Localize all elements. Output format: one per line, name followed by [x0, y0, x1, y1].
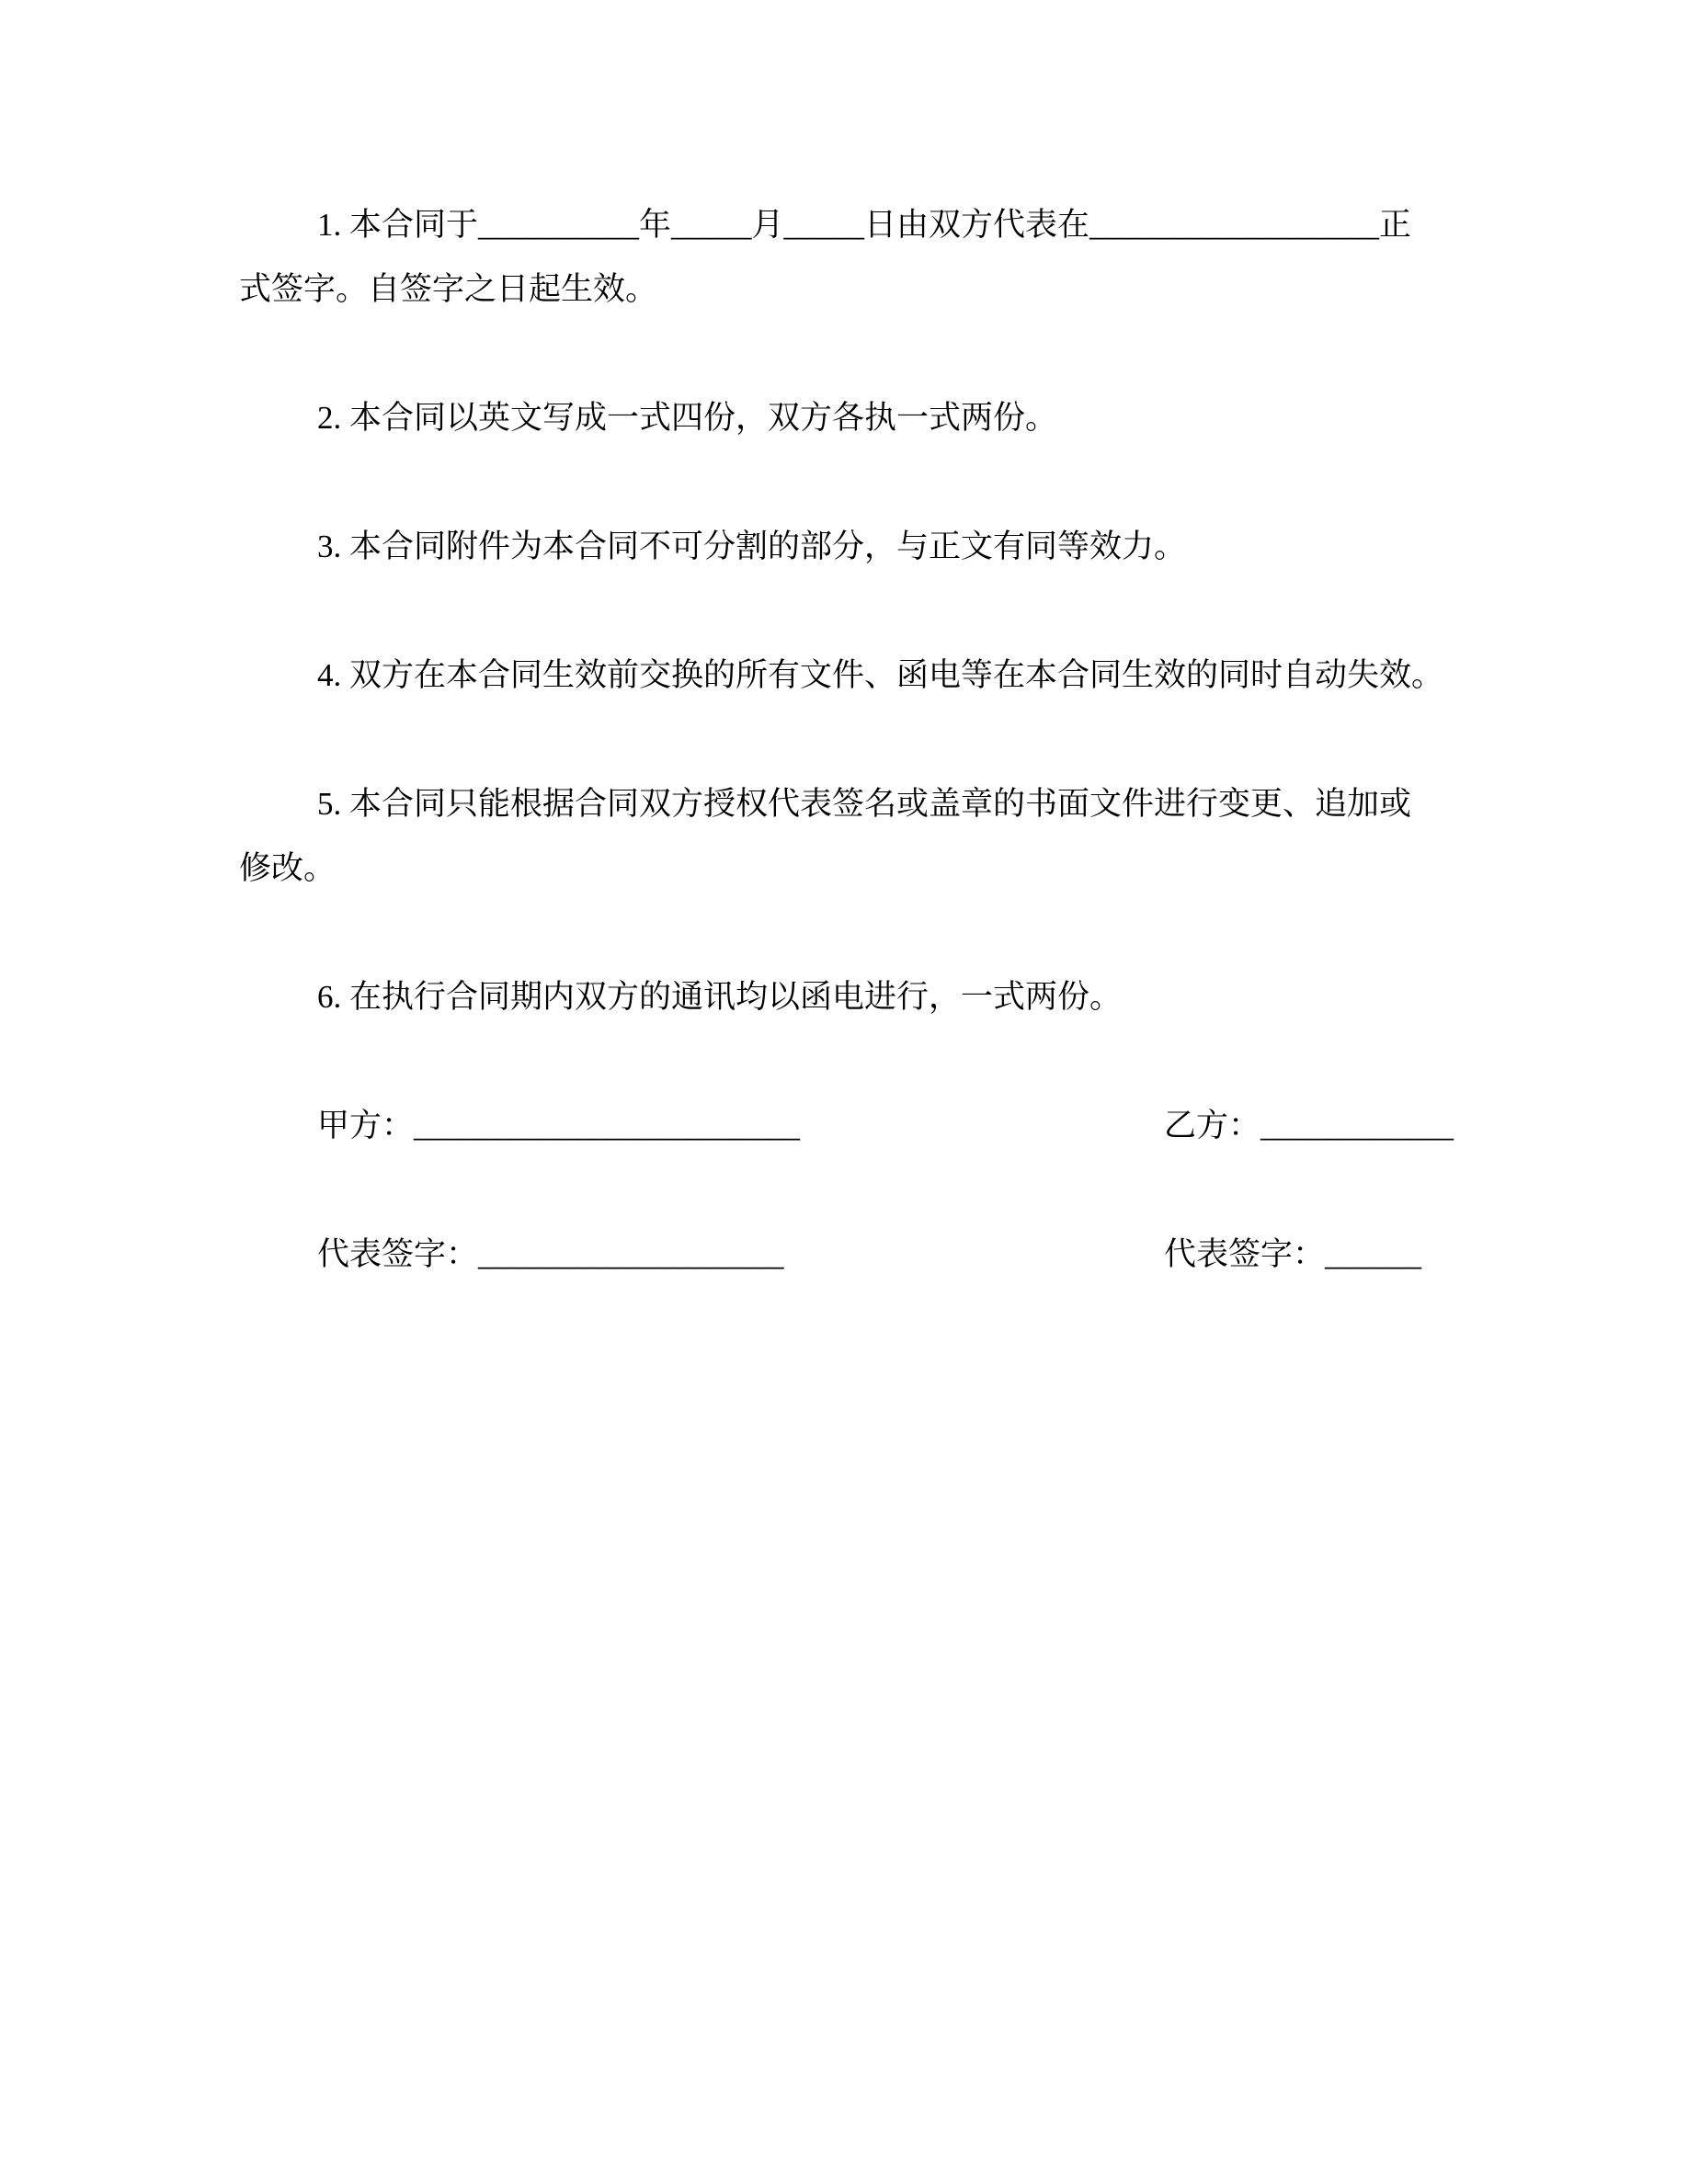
rep-b-blank: ______	[1325, 1236, 1422, 1272]
clause-3	[239, 515, 1453, 579]
party-a-field	[317, 1094, 800, 1158]
clause-4-line-1: 4. 双方在本合同生效前交换的所有文件、函电等在本合同生效的同时自动失效。	[317, 657, 1444, 693]
rep-a-label: 代表签字：	[317, 1236, 479, 1272]
party-b-field	[1164, 1094, 1454, 1158]
clause-6	[239, 965, 1453, 1029]
clause-5-line-2: 修改。	[239, 850, 336, 886]
rep-b-field	[1164, 1223, 1421, 1287]
party-a-label: 甲方：	[317, 1108, 415, 1143]
clause-6-line-1: 6. 在执行合同期内双方的通讯均以函电进行，一式两份。	[317, 979, 1123, 1015]
clause-5	[239, 772, 1453, 901]
contract-body	[239, 193, 1453, 1351]
clause-2-line-1: 2. 本合同以英文写成一式四份，双方各执一式两份。	[317, 400, 1058, 436]
clause-4	[239, 643, 1453, 708]
party-b-blank: ____________	[1260, 1108, 1454, 1143]
rep-a-field	[317, 1223, 784, 1287]
party-a-blank: ________________________	[414, 1108, 801, 1143]
signature-row-representatives	[239, 1223, 1453, 1287]
party-b-label: 乙方：	[1164, 1108, 1261, 1143]
rep-b-label: 代表签字：	[1164, 1236, 1326, 1272]
clause-3-line-1: 3. 本合同附件为本合同不可分割的部分，与正文有同等效力。	[317, 529, 1187, 564]
clause-1-line-1: 1. 本合同于__________年_____月_____日由双方代表在__________________正	[317, 207, 1412, 243]
clause-2	[239, 386, 1453, 450]
signature-row-parties	[239, 1094, 1453, 1158]
clause-5-line-1: 5. 本合同只能根据合同双方授权代表签名或盖章的书面文件进行变更、追加或	[317, 786, 1412, 822]
clause-1	[239, 193, 1453, 322]
rep-a-blank: ___________________	[478, 1236, 784, 1272]
clause-1-line-2: 式签字。自签字之日起生效。	[239, 271, 658, 307]
